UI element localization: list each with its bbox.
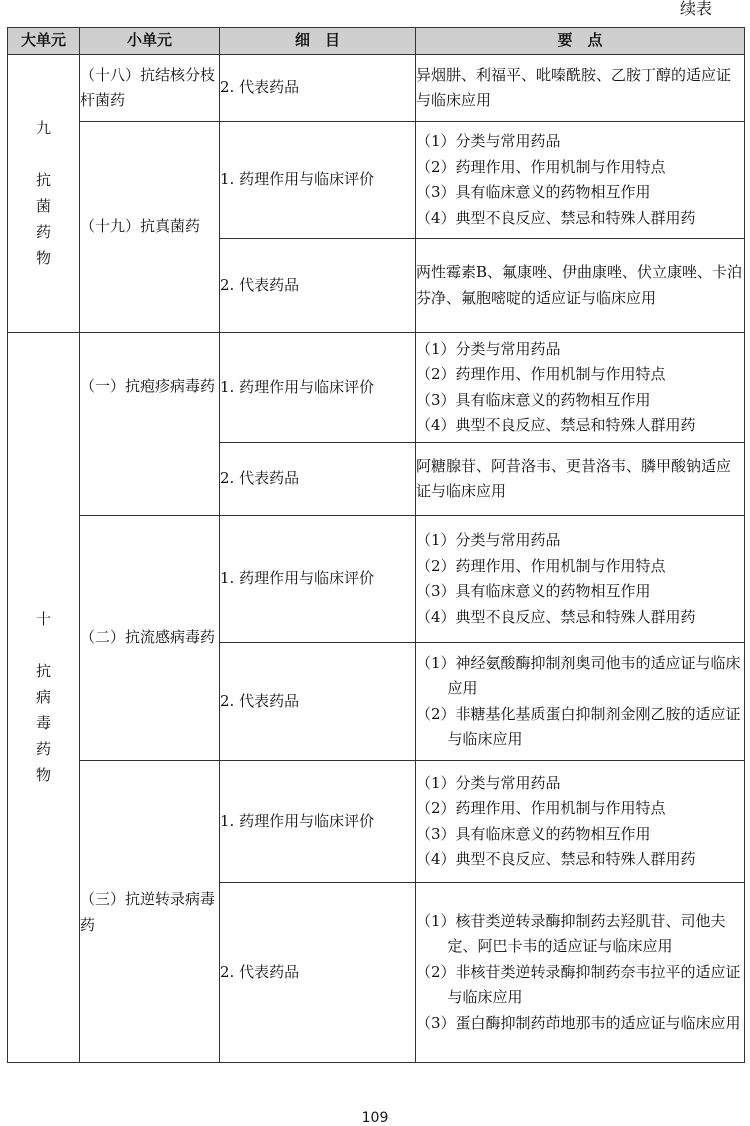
header-row bbox=[8, 28, 745, 55]
header-minor-unit: 小单元 bbox=[80, 28, 220, 55]
detail-cell: 2. 代表药品 bbox=[220, 443, 416, 516]
keypoint-line: （3）具有临床意义的药物相互作用 bbox=[416, 390, 651, 409]
keypoint-cell bbox=[416, 122, 745, 239]
keypoint-line: （3）蛋白酶抑制药茚地那韦的适应证与临床应用 bbox=[416, 1013, 741, 1032]
table-row bbox=[8, 761, 745, 883]
keypoint-cell bbox=[416, 761, 745, 883]
keypoint-line: （2）非糖基化基质蛋白抑制剂金刚乙胺的适应证与临床应用 bbox=[416, 704, 741, 748]
major-unit-10-label: 十 抗 病 毒 药 物 bbox=[35, 610, 51, 785]
keypoint-cell bbox=[416, 333, 745, 443]
keypoint-line: （4）典型不良反应、禁忌和特殊人群用药 bbox=[416, 607, 696, 626]
keypoint-cell: 异烟肼、利福平、吡嗪酰胺、乙胺丁醇的适应证与临床应用 bbox=[416, 55, 745, 122]
subunit-v3-label: （三）抗逆转录病毒药 bbox=[80, 890, 216, 934]
keypoint-line: （3）具有临床意义的药物相互作用 bbox=[416, 183, 651, 201]
subunit-v1 bbox=[80, 333, 220, 516]
keypoint-line: （1）分类与常用药品 bbox=[416, 773, 561, 792]
keypoint-cell: 阿糖腺苷、阿昔洛韦、更昔洛韦、膦甲酸钠适应证与临床应用 bbox=[416, 443, 745, 516]
keypoint-line: （4）典型不良反应、禁忌和特殊人群用药 bbox=[416, 850, 696, 868]
table-row bbox=[8, 55, 745, 122]
detail-cell: 2. 代表药品 bbox=[220, 55, 416, 122]
page-number: 109 bbox=[361, 1110, 389, 1126]
keypoint-cell bbox=[416, 883, 745, 1063]
syllabus-table bbox=[7, 27, 745, 1063]
keypoint-line: （2）药理作用、作用机制与作用特点 bbox=[416, 365, 666, 383]
keypoint-line: （2）非核苷类逆转录酶抑制药奈韦拉平的适应证与临床应用 bbox=[416, 962, 741, 1007]
keypoint-line: （1）核苷类逆转录酶抑制药去羟肌苷、司他夫定、阿巴卡韦的适应证与临床应用 bbox=[416, 911, 726, 956]
subunit-v1-label: （一）抗疱疹病毒药 bbox=[80, 377, 216, 395]
detail-cell: 2. 代表药品 bbox=[220, 239, 416, 333]
keypoint-line: （2）药理作用、作用机制与作用特点 bbox=[416, 799, 666, 817]
major-unit-10 bbox=[8, 333, 80, 1063]
detail-cell: 2. 代表药品 bbox=[220, 883, 416, 1063]
keypoint-line: （1）分类与常用药品 bbox=[416, 339, 561, 358]
keypoint-cell bbox=[416, 516, 745, 643]
keypoint-line: （4）典型不良反应、禁忌和特殊人群用药 bbox=[416, 416, 696, 434]
keypoint-line: （1）分类与常用药品 bbox=[416, 132, 561, 150]
keypoint-line: （2）药理作用、作用机制与作用特点 bbox=[416, 157, 666, 176]
keypoint-cell bbox=[416, 643, 745, 761]
header-keypoints: 要 点 bbox=[416, 28, 745, 55]
subunit-v2: （二）抗流感病毒药 bbox=[80, 516, 220, 761]
keypoint-cell: 两性霉素B、氟康唑、伊曲康唑、伏立康唑、卡泊芬净、氟胞嘧啶的适应证与临床应用 bbox=[416, 239, 745, 333]
subunit-18: （十八）抗结核分枝杆菌药 bbox=[80, 55, 220, 122]
keypoint-line: （4）典型不良反应、禁忌和特殊人群用药 bbox=[416, 208, 696, 227]
table-row bbox=[8, 516, 745, 643]
keypoint-line: （3）具有临床意义的药物相互作用 bbox=[416, 582, 651, 600]
table-row bbox=[8, 333, 745, 443]
detail-cell: 1. 药理作用与临床评价 bbox=[220, 516, 416, 643]
detail-cell: 1. 药理作用与临床评价 bbox=[220, 761, 416, 883]
header-major-unit: 大单元 bbox=[8, 28, 80, 55]
detail-cell: 1. 药理作用与临床评价 bbox=[220, 333, 416, 443]
major-unit-9 bbox=[8, 55, 80, 333]
continued-label: 续表 bbox=[679, 0, 712, 18]
subunit-v3 bbox=[80, 761, 220, 1063]
keypoint-line: （1）分类与常用药品 bbox=[416, 531, 561, 549]
detail-cell: 1. 药理作用与临床评价 bbox=[220, 122, 416, 239]
detail-cell: 2. 代表药品 bbox=[220, 643, 416, 761]
subunit-19: （十九）抗真菌药 bbox=[80, 122, 220, 333]
header-detail: 细 目 bbox=[220, 28, 416, 55]
keypoint-line: （2）药理作用、作用机制与作用特点 bbox=[416, 556, 666, 575]
table-row bbox=[8, 122, 745, 239]
keypoint-line: （3）具有临床意义的药物相互作用 bbox=[416, 824, 651, 843]
keypoint-line: （1）神经氨酸酶抑制剂奥司他韦的适应证与临床应用 bbox=[416, 653, 741, 697]
major-unit-9-label: 九 抗 菌 药 物 bbox=[35, 119, 51, 268]
